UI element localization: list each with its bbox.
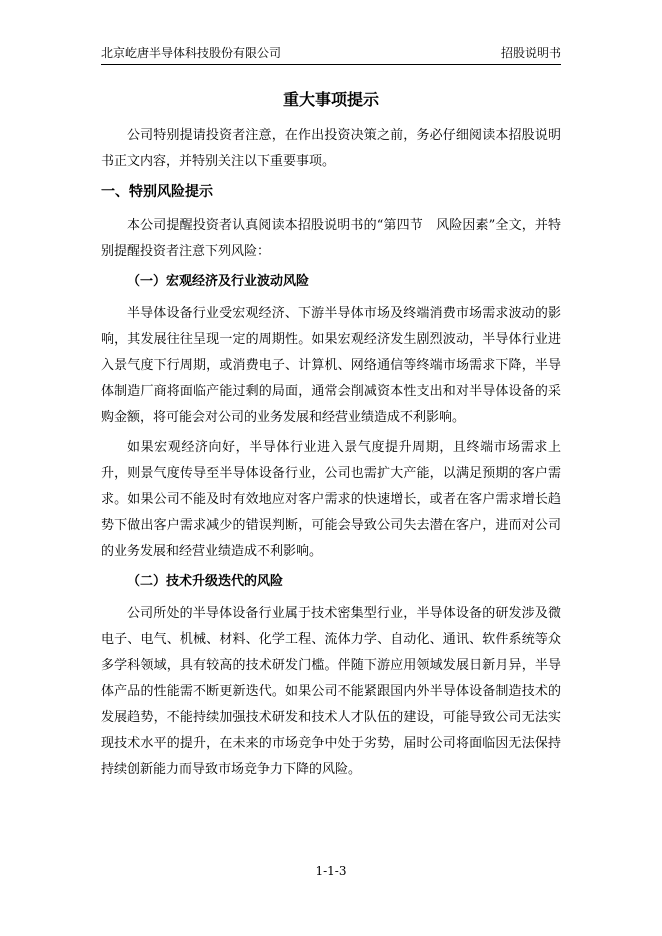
subsection-heading-tech-risk: （二）技术升级迭代的风险 — [127, 574, 284, 589]
intro-paragraph: 公司特别提请投资者注意，在作出投资决策之前，务必仔细阅读本招股说明书正文内容，并特别关注以下重要事项。 — [101, 128, 561, 169]
document-body — [101, 87, 561, 787]
macro-risk-paragraph-1: 半导体设备行业受宏观经济、下游半导体市场及终端消费市场需求波动的影响，其发展往往呈现一定的周期性。如果宏观经济发生剧烈波动，半导体行业进入景气度下行周期，或消费电子、计算机、网络通信等终端市场需求下降，半导体制造厂商将面临产能过剩的局面，通常会削减资本性支出和对半导体设备的采购金额，将可能会对公司的业务发展和经营业绩造成不利影响。 — [101, 306, 561, 425]
subsection-heading-macro-risk: （一）宏观经济及行业波动风险 — [127, 274, 310, 289]
section-intro-paragraph: 本公司提醒投资者认真阅读本招股说明书的“第四节 风险因素”全文，并特别提醒投资者注意下列风险： — [101, 218, 561, 259]
section-heading-special-risks: 一、特别风险提示 — [101, 184, 213, 200]
tech-risk-paragraph-1: 公司所处的半导体设备行业属于技术密集型行业，半导体设备的研发涉及微电子、电气、机械、材料、化学工程、流体力学、自动化、通讯、软件系统等众多学科领域，具有较高的技术研发门槛。伴随下游应用领域发展日新月异，半导体产品的性能需不断更新迭代。如果公司不能紧跟国内外半导体设备制造技术的发展趋势，不能持续加强技术研发和技术人才队伍的建设，可能导致公司无法实现技术水平的提升，在未来的市场竞争中处于劣势，届时公司将面临因无法保持持续创新能力而导致市场竞争力下降的风险。 — [101, 606, 561, 777]
header-company-name: 北京屹唐半导体科技股份有限公司 — [101, 46, 282, 60]
macro-risk-paragraph-2: 如果宏观经济向好，半导体行业进入景气度提升周期，且终端市场需求上升，则景气度传导至半导体设备行业，公司也需扩大产能，以满足预期的客户需求。如果公司不能及时有效地应对客户需求的快速增长，或者在客户需求增长趋势下做出客户需求减少的错误判断，可能会导致公司失去潜在客户，进而对公司的业务发展和经营业绩造成不利影响。 — [101, 440, 561, 559]
page-number: 1-1-3 — [315, 864, 347, 878]
page-header — [101, 44, 561, 65]
page-title: 重大事项提示 — [282, 90, 379, 109]
header-document-type: 招股说明书 — [500, 46, 561, 60]
